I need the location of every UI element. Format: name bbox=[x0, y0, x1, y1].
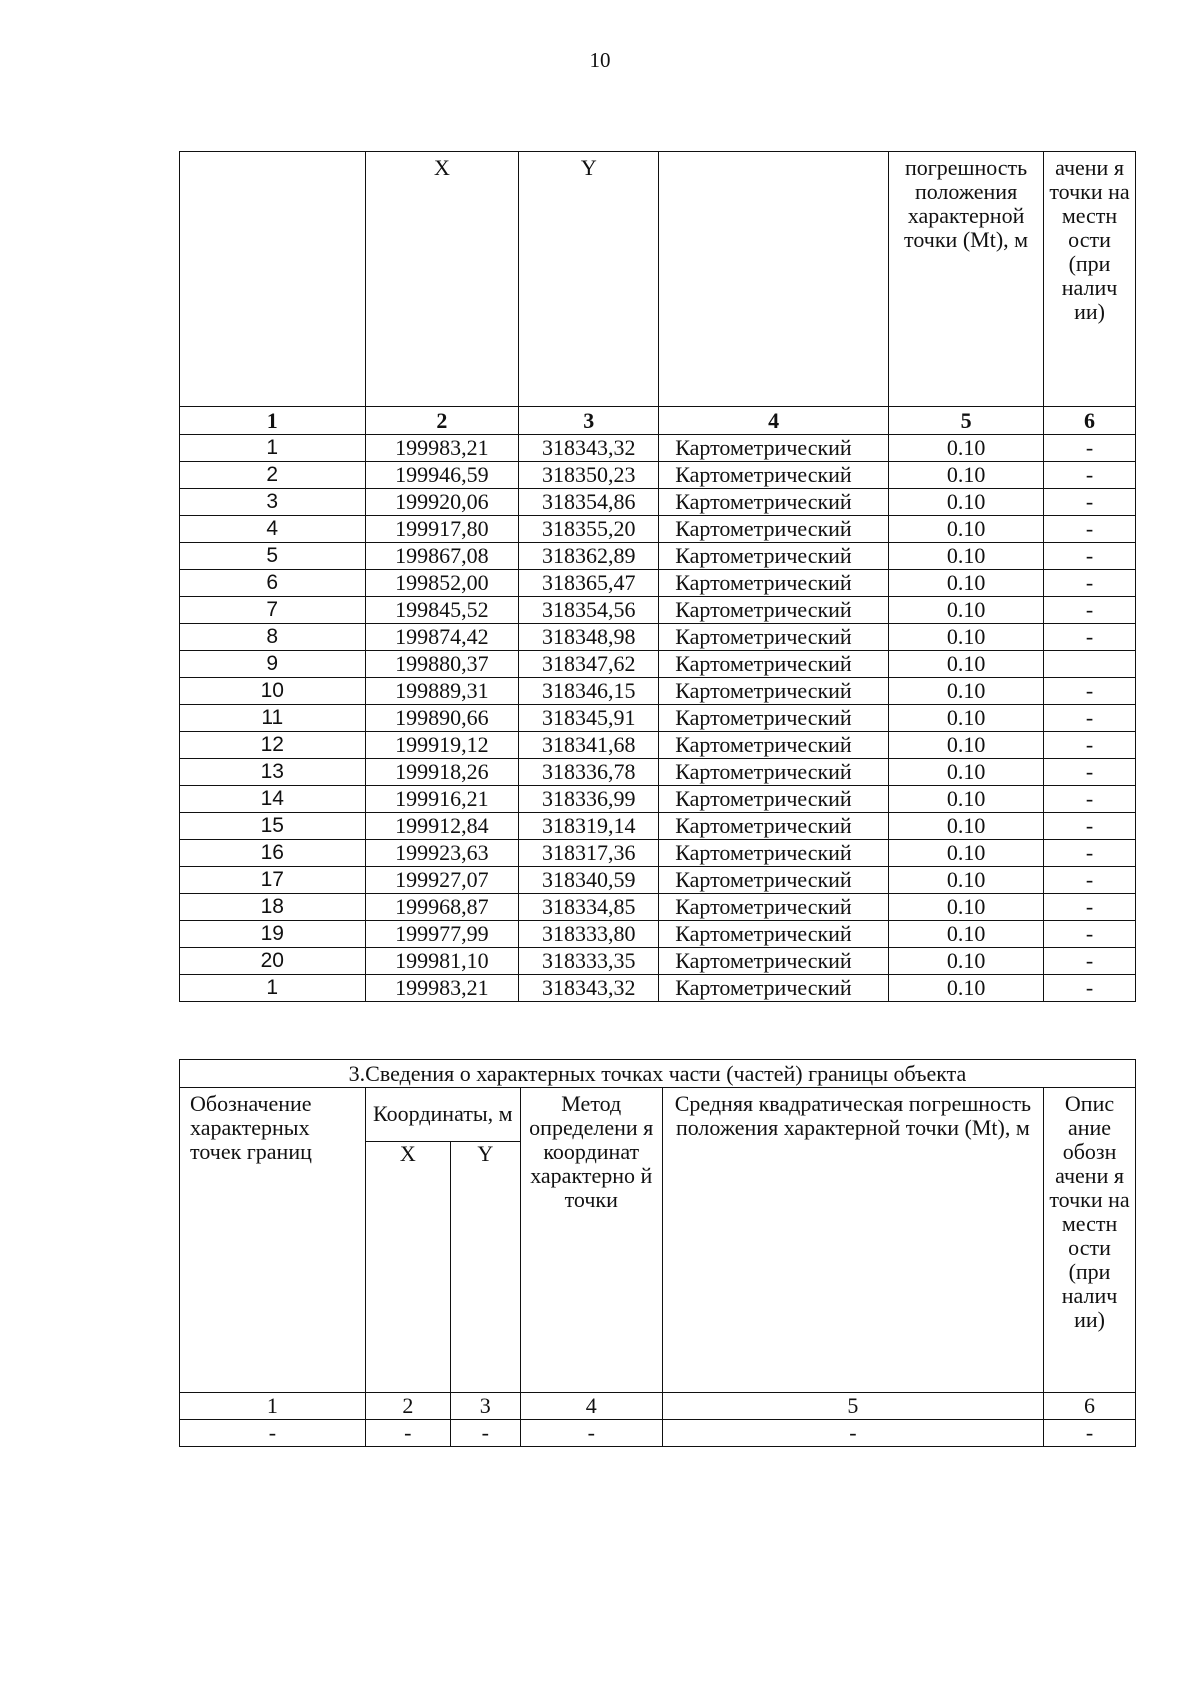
method-cell: Картометрический bbox=[659, 435, 889, 462]
point-number-cell: 18 bbox=[180, 894, 366, 921]
header-cell-description: Опис ание обозн ачени я точки на местн ости (при налич ии) bbox=[1044, 1088, 1136, 1393]
coordinate-x-cell: 199983,21 bbox=[365, 975, 519, 1002]
description-cell: - bbox=[1044, 462, 1136, 489]
method-cell: Картометрический bbox=[659, 489, 889, 516]
coordinate-x-cell: 199874,42 bbox=[365, 624, 519, 651]
column-number: 4 bbox=[659, 407, 889, 435]
method-cell: Картометрический bbox=[659, 867, 889, 894]
mt-value-cell: 0.10 bbox=[889, 516, 1044, 543]
coordinate-x-cell: 199919,12 bbox=[365, 732, 519, 759]
column-number: 6 bbox=[1044, 1393, 1136, 1420]
point-number-cell: 16 bbox=[180, 840, 366, 867]
coordinate-x-cell: 199981,10 bbox=[365, 948, 519, 975]
coordinate-x-cell: 199880,37 bbox=[365, 651, 519, 678]
point-number-cell: 4 bbox=[180, 516, 366, 543]
coordinate-y-cell: 318354,86 bbox=[519, 489, 659, 516]
description-cell: - bbox=[1044, 867, 1136, 894]
point-number-cell: 6 bbox=[180, 570, 366, 597]
mt-value-cell: 0.10 bbox=[889, 759, 1044, 786]
mt-value-cell: 0.10 bbox=[889, 651, 1044, 678]
coordinate-x-cell: 199890,66 bbox=[365, 705, 519, 732]
mt-value-cell: 0.10 bbox=[889, 678, 1044, 705]
table-row bbox=[180, 597, 1136, 624]
column-number: 5 bbox=[889, 407, 1044, 435]
table-row bbox=[180, 759, 1136, 786]
coordinate-y-cell: 318355,20 bbox=[519, 516, 659, 543]
description-cell: - bbox=[1044, 570, 1136, 597]
coordinate-x-cell: 199920,06 bbox=[365, 489, 519, 516]
description-cell: - bbox=[1044, 624, 1136, 651]
coordinate-y-cell: 318343,32 bbox=[519, 975, 659, 1002]
mt-value-cell: 0.10 bbox=[889, 435, 1044, 462]
table-row bbox=[180, 651, 1136, 678]
table-row bbox=[180, 462, 1136, 489]
mt-value-cell: 0.10 bbox=[889, 597, 1044, 624]
description-cell: - bbox=[1044, 894, 1136, 921]
table-row bbox=[180, 975, 1136, 1002]
section-title: 3.Сведения о характерных точках части (частей) границы объекта bbox=[180, 1060, 1136, 1088]
description-cell: - bbox=[1044, 840, 1136, 867]
mt-value-cell: 0.10 bbox=[889, 975, 1044, 1002]
parts-table bbox=[179, 1059, 1136, 1447]
table-row bbox=[180, 840, 1136, 867]
description-cell: - bbox=[1044, 759, 1136, 786]
coordinate-y-cell: 318317,36 bbox=[519, 840, 659, 867]
column-number: 6 bbox=[1044, 407, 1136, 435]
header-cell-mt: погрешность положения характерной точки (Mt), м bbox=[889, 152, 1044, 407]
mt-value-cell: 0.10 bbox=[889, 462, 1044, 489]
coordinate-y-cell: 318346,15 bbox=[519, 678, 659, 705]
description-cell: - bbox=[1044, 435, 1136, 462]
table-row bbox=[180, 867, 1136, 894]
coordinate-x-cell: 199968,87 bbox=[365, 894, 519, 921]
mt-value-cell: 0.10 bbox=[889, 948, 1044, 975]
table-row bbox=[180, 921, 1136, 948]
point-number-cell: 5 bbox=[180, 543, 366, 570]
table-cell: - bbox=[662, 1420, 1043, 1447]
mt-value-cell: 0.10 bbox=[889, 840, 1044, 867]
column-number: 2 bbox=[365, 407, 519, 435]
table-row bbox=[180, 786, 1136, 813]
table-title-row bbox=[180, 1060, 1136, 1088]
table-row bbox=[180, 516, 1136, 543]
coordinate-y-cell: 318333,35 bbox=[519, 948, 659, 975]
mt-value-cell: 0.10 bbox=[889, 543, 1044, 570]
coordinate-y-cell: 318336,78 bbox=[519, 759, 659, 786]
column-number: 1 bbox=[180, 407, 366, 435]
point-number-cell: 20 bbox=[180, 948, 366, 975]
table-row bbox=[180, 948, 1136, 975]
table-row bbox=[180, 624, 1136, 651]
coordinate-x-cell: 199983,21 bbox=[365, 435, 519, 462]
method-cell: Картометрический bbox=[659, 948, 889, 975]
coordinate-y-cell: 318333,80 bbox=[519, 921, 659, 948]
table-cell: - bbox=[1044, 1420, 1136, 1447]
mt-value-cell: 0.10 bbox=[889, 786, 1044, 813]
method-cell: Картометрический bbox=[659, 705, 889, 732]
column-number-row bbox=[180, 1393, 1136, 1420]
coordinate-x-cell: 199923,63 bbox=[365, 840, 519, 867]
coordinate-x-cell: 199917,80 bbox=[365, 516, 519, 543]
table-row bbox=[180, 489, 1136, 516]
points-table bbox=[179, 151, 1136, 1002]
table-row bbox=[180, 543, 1136, 570]
description-cell: - bbox=[1044, 678, 1136, 705]
description-cell: - bbox=[1044, 705, 1136, 732]
method-cell: Картометрический bbox=[659, 624, 889, 651]
description-cell: - bbox=[1044, 813, 1136, 840]
description-cell: - bbox=[1044, 597, 1136, 624]
coordinate-y-cell: 318341,68 bbox=[519, 732, 659, 759]
mt-value-cell: 0.10 bbox=[889, 624, 1044, 651]
header-cell-coordinates: Координаты, м bbox=[365, 1088, 520, 1142]
point-number-cell: 11 bbox=[180, 705, 366, 732]
description-cell: - bbox=[1044, 948, 1136, 975]
coordinate-y-cell: 318362,89 bbox=[519, 543, 659, 570]
mt-value-cell: 0.10 bbox=[889, 570, 1044, 597]
description-cell: - bbox=[1044, 732, 1136, 759]
column-number: 1 bbox=[180, 1393, 366, 1420]
method-cell: Картометрический bbox=[659, 894, 889, 921]
method-cell: Картометрический bbox=[659, 786, 889, 813]
point-number-cell: 19 bbox=[180, 921, 366, 948]
table-row bbox=[180, 732, 1136, 759]
coordinate-y-cell: 318354,56 bbox=[519, 597, 659, 624]
description-cell: - bbox=[1044, 975, 1136, 1002]
point-number-cell: 1 bbox=[180, 435, 366, 462]
method-cell: Картометрический bbox=[659, 759, 889, 786]
header-cell-y: Y bbox=[450, 1141, 520, 1392]
coordinate-x-cell: 199918,26 bbox=[365, 759, 519, 786]
method-cell: Картометрический bbox=[659, 732, 889, 759]
method-cell: Картометрический bbox=[659, 813, 889, 840]
coordinate-y-cell: 318350,23 bbox=[519, 462, 659, 489]
table-cell: - bbox=[180, 1420, 366, 1447]
table-row bbox=[180, 813, 1136, 840]
point-number-cell: 8 bbox=[180, 624, 366, 651]
mt-value-cell: 0.10 bbox=[889, 921, 1044, 948]
coordinate-x-cell: 199977,99 bbox=[365, 921, 519, 948]
mt-value-cell: 0.10 bbox=[889, 705, 1044, 732]
point-number-cell: 10 bbox=[180, 678, 366, 705]
description-cell: - bbox=[1044, 516, 1136, 543]
header-cell-x: X bbox=[365, 152, 519, 407]
description-cell: - bbox=[1044, 786, 1136, 813]
point-number-cell: 9 bbox=[180, 651, 366, 678]
table-cell: - bbox=[520, 1420, 662, 1447]
coordinate-y-cell: 318340,59 bbox=[519, 867, 659, 894]
table-header-row bbox=[180, 1088, 1136, 1142]
coordinate-y-cell: 318348,98 bbox=[519, 624, 659, 651]
column-number: 3 bbox=[450, 1393, 520, 1420]
point-number-cell: 13 bbox=[180, 759, 366, 786]
header-cell-description: ачени я точки на местн ости (при налич ии) bbox=[1044, 152, 1136, 407]
method-cell: Картометрический bbox=[659, 462, 889, 489]
description-cell: - bbox=[1044, 921, 1136, 948]
table-header-row bbox=[180, 152, 1136, 407]
coordinate-x-cell: 199845,52 bbox=[365, 597, 519, 624]
method-cell: Картометрический bbox=[659, 516, 889, 543]
column-number: 4 bbox=[520, 1393, 662, 1420]
point-number-cell: 3 bbox=[180, 489, 366, 516]
method-cell: Картометрический bbox=[659, 975, 889, 1002]
coordinate-y-cell: 318334,85 bbox=[519, 894, 659, 921]
header-cell-mt: Средняя квадратическая погрешность положения характерной точки (Mt), м bbox=[662, 1088, 1043, 1393]
page-number: 10 bbox=[589, 48, 611, 72]
coordinate-y-cell: 318345,91 bbox=[519, 705, 659, 732]
coordinate-x-cell: 199889,31 bbox=[365, 678, 519, 705]
header-cell-y: Y bbox=[519, 152, 659, 407]
header-cell-designation: Обозначение характерных точек границ bbox=[180, 1088, 366, 1393]
header-cell-x: X bbox=[365, 1141, 450, 1392]
column-number: 5 bbox=[662, 1393, 1043, 1420]
point-number-cell: 14 bbox=[180, 786, 366, 813]
header-cell-method bbox=[659, 152, 889, 407]
column-number: 3 bbox=[519, 407, 659, 435]
mt-value-cell: 0.10 bbox=[889, 867, 1044, 894]
coordinate-x-cell: 199916,21 bbox=[365, 786, 519, 813]
column-number: 2 bbox=[365, 1393, 450, 1420]
mt-value-cell: 0.10 bbox=[889, 813, 1044, 840]
method-cell: Картометрический bbox=[659, 921, 889, 948]
method-cell: Картометрический bbox=[659, 651, 889, 678]
table-cell: - bbox=[450, 1420, 520, 1447]
table-row bbox=[180, 678, 1136, 705]
table-row bbox=[180, 435, 1136, 462]
point-number-cell: 2 bbox=[180, 462, 366, 489]
table-row bbox=[180, 570, 1136, 597]
description-cell bbox=[1044, 651, 1136, 678]
header-cell-method: Метод определени я координат характерно й точки bbox=[520, 1088, 662, 1393]
coordinate-x-cell: 199927,07 bbox=[365, 867, 519, 894]
table-row bbox=[180, 705, 1136, 732]
table-row bbox=[180, 894, 1136, 921]
coordinate-y-cell: 318347,62 bbox=[519, 651, 659, 678]
coordinate-y-cell: 318343,32 bbox=[519, 435, 659, 462]
table-row bbox=[180, 1420, 1136, 1447]
method-cell: Картометрический bbox=[659, 840, 889, 867]
mt-value-cell: 0.10 bbox=[889, 732, 1044, 759]
point-number-cell: 12 bbox=[180, 732, 366, 759]
coordinate-x-cell: 199912,84 bbox=[365, 813, 519, 840]
column-number-row bbox=[180, 407, 1136, 435]
header-cell-number bbox=[180, 152, 366, 407]
method-cell: Картометрический bbox=[659, 678, 889, 705]
table-cell: - bbox=[365, 1420, 450, 1447]
point-number-cell: 15 bbox=[180, 813, 366, 840]
mt-value-cell: 0.10 bbox=[889, 894, 1044, 921]
method-cell: Картометрический bbox=[659, 597, 889, 624]
coordinate-x-cell: 199852,00 bbox=[365, 570, 519, 597]
point-number-cell: 7 bbox=[180, 597, 366, 624]
coordinate-y-cell: 318319,14 bbox=[519, 813, 659, 840]
method-cell: Картометрический bbox=[659, 570, 889, 597]
description-cell: - bbox=[1044, 543, 1136, 570]
mt-value-cell: 0.10 bbox=[889, 489, 1044, 516]
coordinate-y-cell: 318365,47 bbox=[519, 570, 659, 597]
coordinate-x-cell: 199946,59 bbox=[365, 462, 519, 489]
point-number-cell: 1 bbox=[180, 975, 366, 1002]
description-cell: - bbox=[1044, 489, 1136, 516]
point-number-cell: 17 bbox=[180, 867, 366, 894]
method-cell: Картометрический bbox=[659, 543, 889, 570]
coordinate-y-cell: 318336,99 bbox=[519, 786, 659, 813]
coordinate-x-cell: 199867,08 bbox=[365, 543, 519, 570]
